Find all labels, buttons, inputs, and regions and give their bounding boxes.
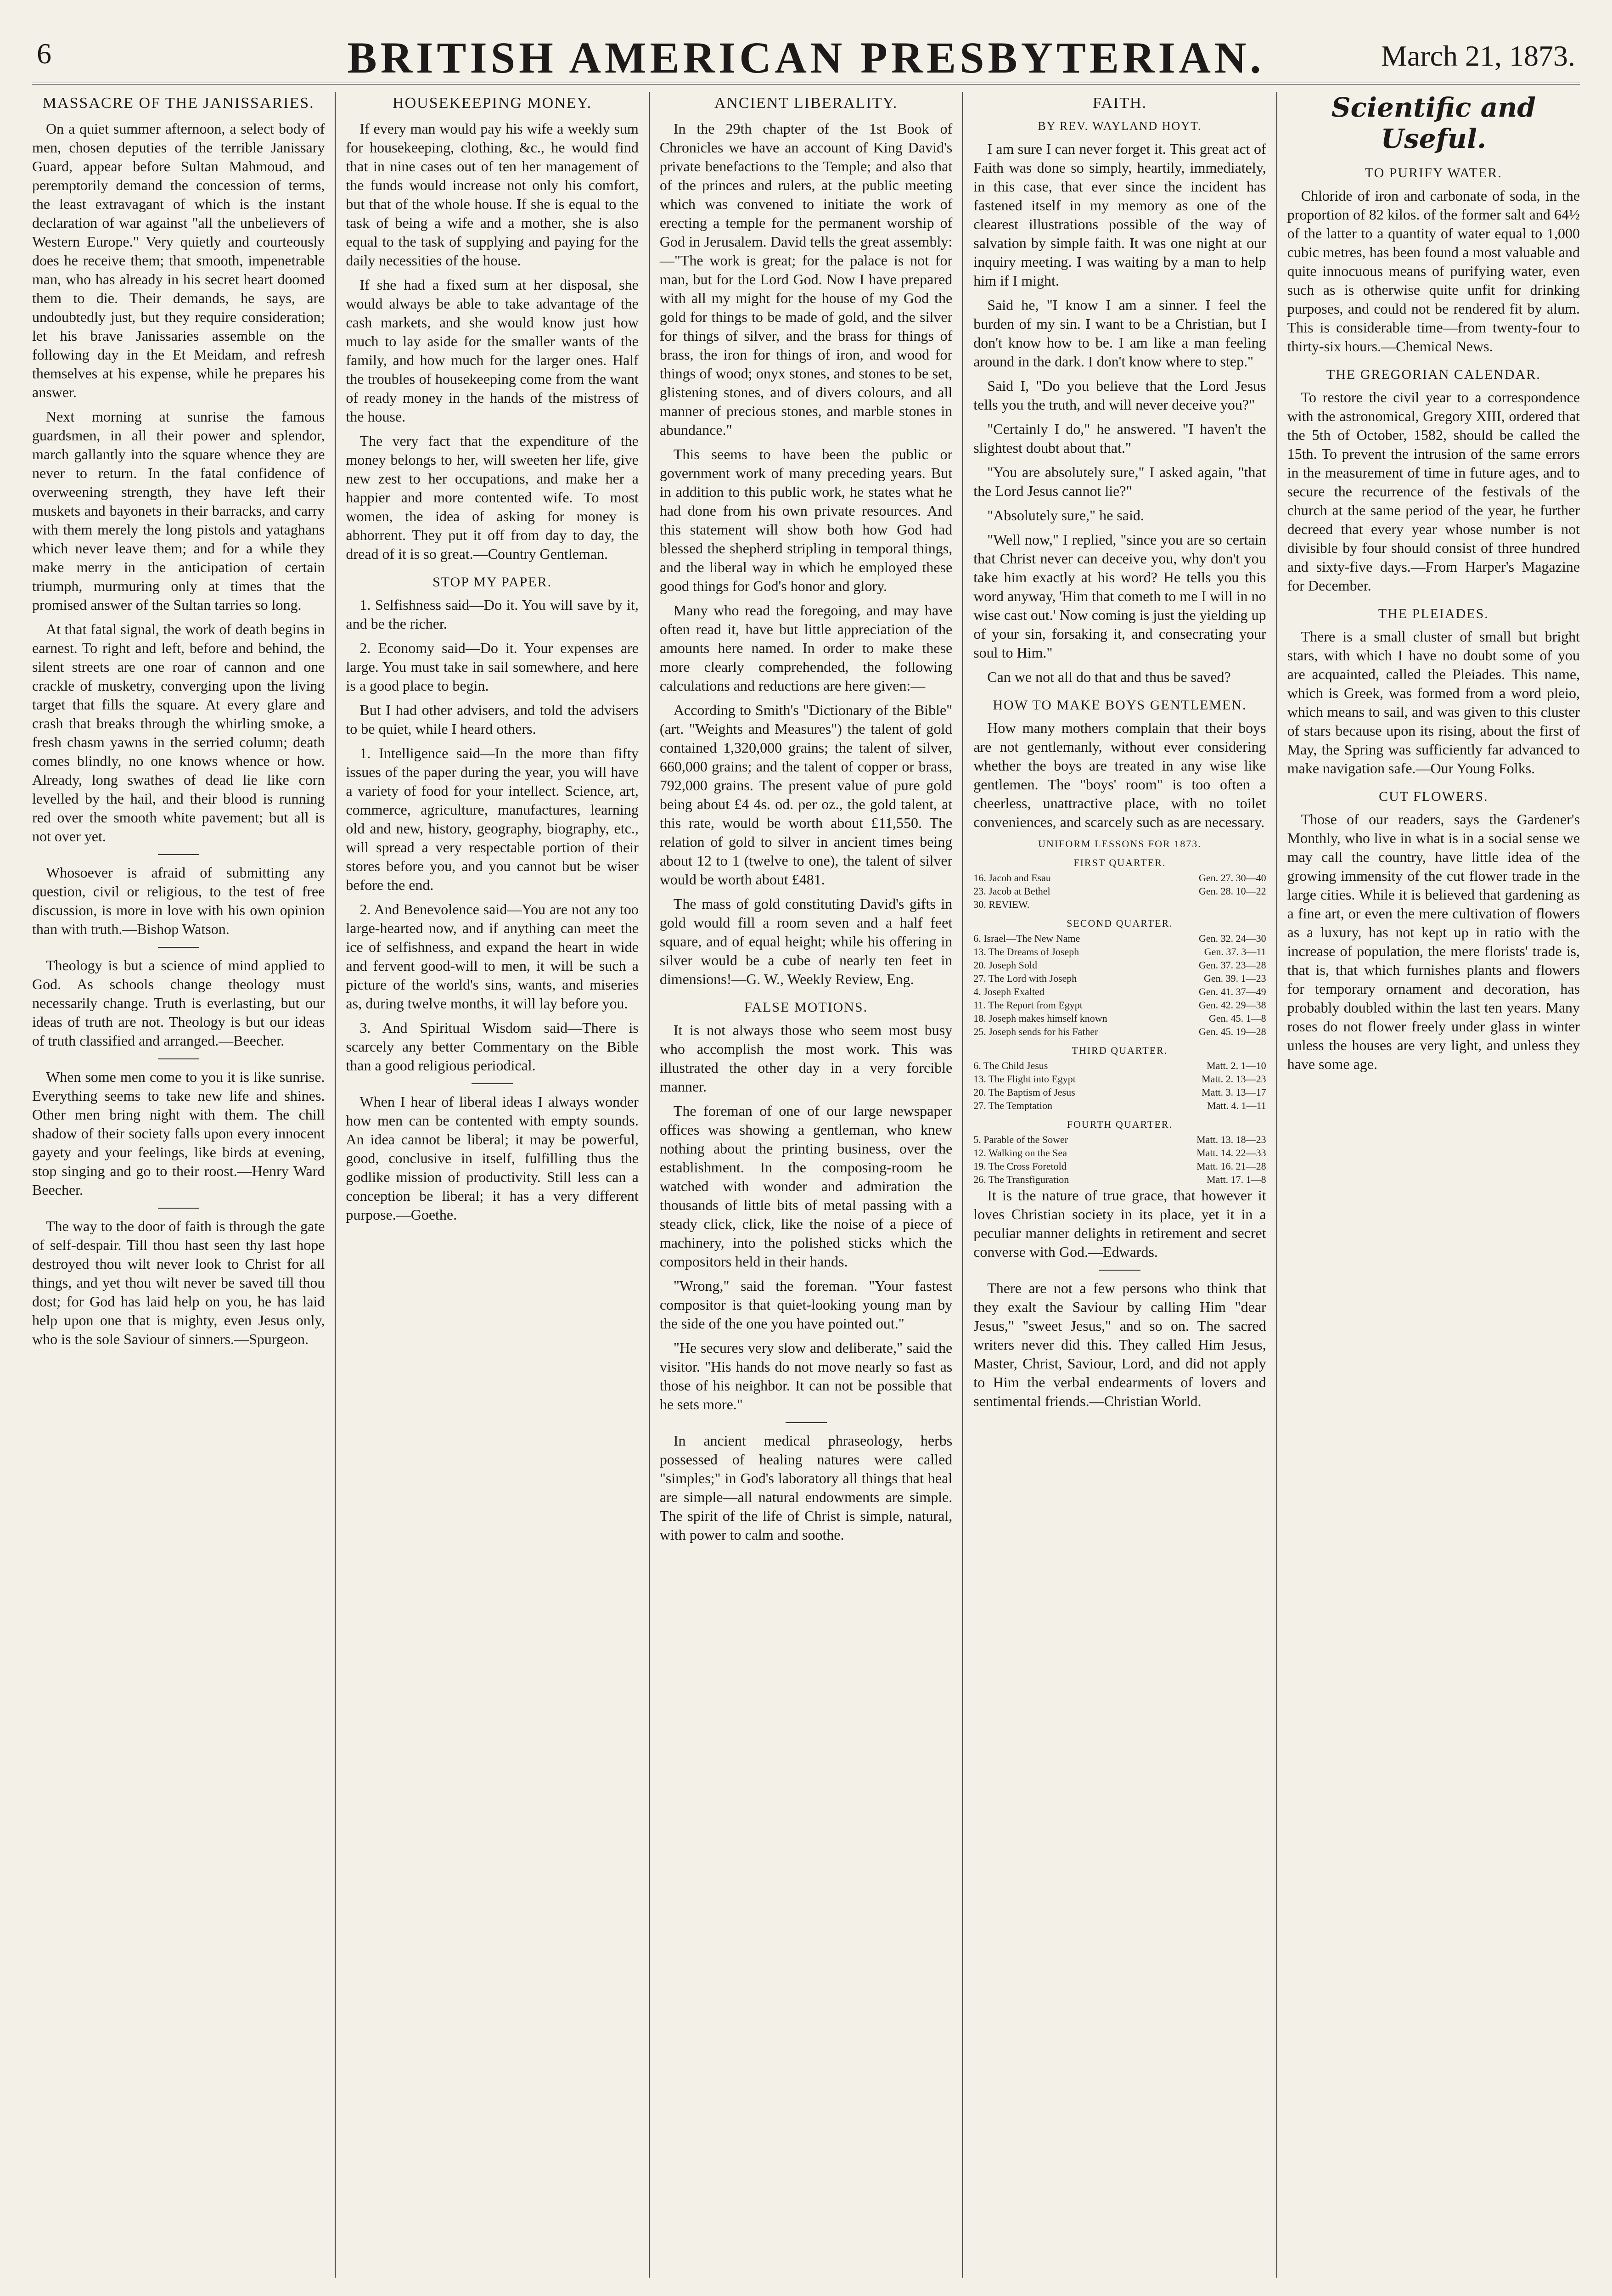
article-paragraph: 2. And Benevolence said—You are not any too large-hearted now, and if anything can meet the ice of selfishness, and expand the heart in wide and fervent good-will to men, it will be such a picture of the world's sins, wants, and miseries as, during twelve months, it will lay before you. [346, 901, 639, 1012]
article-paragraph: "You are absolutely sure," I asked again, "that the Lord Jesus cannot lie?" [973, 464, 1266, 499]
lesson-reference: Matt. 13. 18—23 [1196, 1134, 1266, 1145]
lessons-table [973, 837, 1266, 1186]
article-paragraph: 1. Selfishness said—Do it. You will save by it, and be the richer. [346, 597, 639, 632]
article-paragraph: Chloride of iron and carbonate of soda, in the proportion of 82 kilos. of the former salt and 64½ of the latter to a quantity of water equal to 1,000 cubic metres, has been found a most valuable and quite innocuous means of purifying water, even such as is otherwise quite unfit for drinking purposes, and could not be rendered fit by alum. This is considerable time—from twenty-four to thirty-six hours.—Chemical News. [1287, 187, 1580, 355]
article-paragraph: In the 29th chapter of the 1st Book of Chronicles we have an account of King David's private benefactions to the Temple; and also that of the princes and rulers, at the public meeting which was convened to initiate the work of erecting a temple for the permanent worship of God in Jerusalem. David tells the great assembly:—"The work is great; for the palace is not for man, but for the Lord God. Now I have prepared with all my might for the house of my God the gold for things to be made of gold, and the silver for things of silver, and the brass for things of brass, the iron for things of iron, and wood for things of wood; onyx stones, and stones to be set, glistening stones, and of divers colours, and all manner of precious stones, and marble stones in abundance." [659, 120, 953, 438]
article-paragraph: If every man would pay his wife a weekly sum for housekeeping, clothing, &c., he would find that in nine cases out of ten her management of the funds would increase not only his comfort, but that of the whole house. If she is equal to the task of being a wife and a mother, she is also equal to the task of supplying and paying for the daily necessities of the house. [346, 120, 639, 269]
issue-date: March 21, 1873. [1381, 39, 1575, 72]
article-paragraph: There is a small cluster of small but bright stars, with which I have no doubt some of you are acquainted, called the Pleiades. This name, which is Greek, was formed from a word pleio, which means to sail, and was given to this cluster of stars because upon its rising, about the first of May, the Spring was sufficiently far advanced to make navigation safe.—Our Young Folks. [1287, 628, 1580, 777]
lessons-heading: UNIFORM LESSONS FOR 1873. [1038, 838, 1202, 850]
lesson-row [973, 945, 1266, 958]
lesson-reference: Matt. 4. 1—11 [1207, 1100, 1266, 1111]
lesson-title: 4. Joseph Exalted [973, 986, 1045, 997]
lesson-title: 20. The Baptism of Jesus [973, 1086, 1075, 1098]
article-heading: FAITH. [1092, 95, 1147, 112]
article-paragraph: How many mothers complain that their boys are not gentlemanly, without ever considering whether the boys are treated in any wise like gentlemen. The "boys' room" is too often a cheerless, unattractive place, with no toilet conveniences, and scarcely such as are necessary. [973, 720, 1266, 830]
separator [158, 1058, 199, 1059]
article-heading: HOUSEKEEPING MONEY. [393, 95, 592, 112]
columns [32, 92, 1580, 2278]
article-heading: HOW TO MAKE BOYS GENTLEMEN. [993, 698, 1247, 713]
article-heading: THE PLEIADES. [1378, 606, 1489, 621]
lesson-title: 19. The Cross Foretold [973, 1160, 1067, 1172]
article-paragraph: "Certainly I do," he answered. "I haven't the slightest doubt about that." [973, 421, 1266, 456]
masthead-rule [32, 83, 1580, 84]
article-paragraph: "He secures very slow and deliberate," said the visitor. "His hands do not move nearly so fast as those of his neighbor. It can not be possible that he sets more." [659, 1339, 953, 1412]
article-paragraph: There are not a few persons who think that they exalt the Saviour by calling Him "dear Jesus," "sweet Jesus," and so on. The sacred writers never did this. They called Him Jesus, Master, Christ, Saviour, Lord, and did not apply to Him the verbal endearments of lovers and sentimental friends.—Christian World. [973, 1280, 1266, 1409]
column-4 [962, 92, 1276, 2278]
lesson-title: 6. Israel—The New Name [973, 933, 1080, 944]
article-paragraph: 3. And Spiritual Wisdom said—There is scarcely any better Commentary on the Bible than a good religious periodical. [346, 1019, 639, 1074]
lesson-title: 20. Joseph Sold [973, 959, 1037, 971]
article-paragraph: 2. Economy said—Do it. Your expenses are large. You must take in sail somewhere, and here is a good place to begin. [346, 640, 639, 694]
separator [472, 1083, 513, 1084]
lesson-row [973, 1072, 1266, 1086]
lesson-row [973, 958, 1266, 972]
article-heading: ANCIENT LIBERALITY. [714, 95, 898, 112]
article-paragraph: Can we not all do that and thus be saved? [987, 669, 1231, 685]
article-heading: STOP MY PAPER. [432, 574, 552, 590]
quote-paragraph: When some men come to you it is like sunrise. Everything seems to take new life and shines. Other men bring night with them. The chill shadow of their society falls upon every innocent gayety and your feelings, like birds at evening, stop singing and go to their roost.—Henry Ward Beecher. [32, 1069, 325, 1198]
lesson-reference: Gen. 28. 10—22 [1198, 885, 1266, 897]
lesson-title: 27. The Temptation [973, 1100, 1053, 1111]
article-paragraph: Said I, "Do you believe that the Lord Jesus tells you the truth, and will never deceive you?" [973, 377, 1266, 413]
lesson-reference: Matt. 2. 13—23 [1202, 1073, 1266, 1085]
article-paragraph: Those of our readers, says the Gardener's Monthly, who live in what is in a social sense we may call the country, have little idea of the growing immensity of the cut flower trade in the large cities. While it is believed that gardening as a fine art, or even the mere cultivation of flowers as a luxury, has not kept up in ratio with the increase of population, the mere florists' trade is, that is, that which furnishes plants and flowers for temporary ornament and decoration, has probably doubled within the last ten years. Many roses do not flower freely under glass in winter unless the houses are very light, and unless they have some age. [1287, 811, 1580, 1072]
lesson-row [973, 871, 1266, 884]
lesson-title: 6. The Child Jesus [973, 1060, 1048, 1071]
article-paragraph: Said he, "I know I am a sinner. I feel the burden of my sin. I want to be a Christian, but I don't know how to be. I am like a man feeling around in the dark. I don't know where to step." [973, 297, 1266, 370]
article-heading: TO PURIFY WATER. [1365, 165, 1502, 180]
lesson-row [973, 972, 1266, 985]
article-paragraph: I am sure I can never forget it. This great act of Faith was done so simply, heartily, immediately, in this case, that ever since the incident has fastened itself in my memory as one of the clearest illustrations possible of the way of salvation by simple faith. It was one night at our inquiry meeting. I was waiting by a man to help him if I might. [973, 141, 1266, 289]
article-paragraph: It is not always those who seem most busy who accomplish the most work. This was illustrated the other day in a very forcible manner. [659, 1022, 953, 1095]
lesson-reference: Matt. 14. 22—33 [1196, 1147, 1266, 1159]
separator [158, 854, 199, 855]
lesson-title: 11. The Report from Egypt [973, 999, 1083, 1011]
lesson-title: 23. Jacob at Bethel [973, 885, 1050, 897]
lesson-reference: Gen. 45. 19—28 [1198, 1026, 1266, 1037]
article-paragraph: But I had other advisers, and told the advisers to be quiet, while I heard others. [346, 702, 639, 737]
quote-paragraph: When I hear of liberal ideas I always wonder how men can be contented with empty sounds. An idea cannot be liberal; it may be powerful, good, conclusive in itself, fulfilling thus the godlike mission of productivity. Still less can a conception be liberal; it has a very different purpose.—Goethe. [346, 1093, 639, 1223]
separator [1099, 1270, 1140, 1271]
article-paragraph: "Well now," I replied, "since you are so certain that Christ never can deceive you, why don't you take him exactly at his word? He tells you this word anyway, 'Him that cometh to me I will in no wise cast out.' Now coming is just the yielding up of your sin, forsaking it, and consecrating your soul to Him." [973, 531, 1266, 661]
article-paragraph: According to Smith's "Dictionary of the Bible" (art. "Weights and Measures") the talent of gold contained 1,320,000 grains; the talent of silver, 660,000 grains; and the talent of copper or brass, 792,000 grains. The present value of pure gold being about £4 4s. od. per oz., the gold talent, at this rate, would be worth about £11,550. The relation of gold to silver in ancient times being about 12 to 1 (twelve to one), the talent of silver would be worth about £481. [659, 702, 953, 888]
lesson-title: 13. The Flight into Egypt [973, 1073, 1076, 1085]
article-paragraph: If she had a fixed sum at her disposal, she would always be able to take advantage of the cash markets, and she would know just how much to lay aside for the smaller wants of the family, and how much for the larger ones. Half the troubles of housekeeping come from the want of ready money in the hands of the mistress of the house. [346, 276, 639, 425]
column-5 [1276, 92, 1580, 2278]
separator [158, 947, 199, 948]
lesson-reference: Gen. 42. 29—38 [1198, 999, 1266, 1011]
article-paragraph: It is the nature of true grace, that however it loves Christian society in its place, yet it in a peculiar manner delights in retirement and secret converse with God.—Edwards. [973, 1187, 1266, 1260]
lesson-reference: Gen. 41. 37—49 [1198, 986, 1266, 997]
article-paragraph: Many who read the foregoing, and may have often read it, have but little appreciation of the amounts here named. In order to make these more clearly comprehended, the following calculations and reductions are here given:— [659, 602, 953, 694]
lesson-title: 12. Walking on the Sea [973, 1147, 1067, 1159]
lesson-row [973, 1133, 1266, 1146]
article-paragraph: This seems to have been the public or government work of many preceding years. But in addition to this public work, he states what he had done from his own private resources. And this statement will show both how God had blessed the shepherd stripling in temporal things, and the liberal way in which he employed these good things for God's honor and glory. [659, 446, 953, 594]
lesson-row [973, 932, 1266, 945]
lesson-title: 30. REVIEW. [973, 899, 1030, 910]
lesson-reference: Matt. 3. 13—17 [1202, 1086, 1266, 1098]
lesson-row [973, 1012, 1266, 1025]
lesson-reference: Gen. 39. 1—23 [1203, 973, 1266, 984]
lesson-reference: Gen. 27. 30—40 [1198, 872, 1266, 884]
article-paragraph: "Absolutely sure," he said. [987, 507, 1144, 523]
column-2 [335, 92, 648, 2278]
lesson-reference: Gen. 37. 3—11 [1204, 946, 1266, 957]
quote-paragraph: The way to the door of faith is through the gate of self-despair. Till thou hast seen thy last hope destroyed thou wilt never look to Christ for all things, and yet thou wilt never be saved till thou dost; for God has laid help on you, he has laid help upon one that is mighty, even Jesus only, who is the sole Saviour of sinners.—Spurgeon. [32, 1218, 325, 1347]
quote-paragraph: Whosoever is afraid of submitting any question, civil or religious, to the test of free discussion, is more in love with his own opinion than with truth.—Bishop Watson. [32, 864, 325, 937]
lesson-title: 5. Parable of the Sower [973, 1134, 1068, 1145]
lesson-row [973, 898, 1266, 911]
article-paragraph: Next morning at sunrise the famous guardsmen, in all their power and splendor, march gallantly into the square whence they are never to return. In the fatal confidence of overweening strength, they have left their muskets and bayonets in their barracks, and carry with them merely the long pistols and yataghans which never leave them; and for a while they make merry in the anticipation of certain triumph, murmuring only at times that the promised answer of the Sultan tarries so long. [32, 408, 325, 613]
article-heading: MASSACRE OF THE JANISSARIES. [42, 95, 315, 112]
lesson-row [973, 985, 1266, 998]
column-1 [32, 92, 335, 2278]
article-heading: CUT FLOWERS. [1379, 789, 1488, 804]
lesson-reference: Gen. 45. 1—8 [1208, 1013, 1266, 1024]
lesson-row [973, 884, 1266, 898]
lesson-reference: Matt. 16. 21—28 [1196, 1160, 1266, 1172]
article-paragraph: The very fact that the expenditure of the money belongs to her, will sweeten her life, give new zest to her occupations, and make her a happier and more contented wife. To most women, the idea of asking for money is abhorrent. They put it off from day to day, the dread of it is so great.—Country Gentleman. [346, 433, 639, 562]
newspaper-title: BRITISH AMERICAN PRESBYTERIAN. [347, 33, 1265, 82]
quote-paragraph: In ancient medical phraseology, herbs possessed of healing natures were called "simples;" in God's laboratory all things that heal are simple—all natural endowments are simple. The spirit of the life of Christ is simple, natural, with power to calm and soothe. [659, 1432, 953, 1543]
lesson-reference: Gen. 37. 23—28 [1198, 959, 1266, 971]
lesson-row [973, 1086, 1266, 1099]
lesson-row [973, 1146, 1266, 1159]
quote-paragraph: Theology is but a science of mind applied to God. As schools change theology must necessarily change. Truth is everlasting, but our ideas of truth are not. Theology is but our ideas of truth classified and arranged.—Beecher. [32, 957, 325, 1049]
lesson-reference: Matt. 17. 1—8 [1207, 1174, 1266, 1185]
lesson-title: 27. The Lord with Joseph [973, 973, 1077, 984]
lesson-title: 25. Joseph sends for his Father [973, 1026, 1098, 1037]
column-3 [649, 92, 962, 2278]
lesson-row [973, 1159, 1266, 1173]
separator [158, 1208, 199, 1209]
lesson-row [973, 1173, 1266, 1186]
lesson-row [973, 1099, 1266, 1112]
quarter-label: FIRST QUARTER. [1073, 857, 1166, 868]
article-paragraph: To restore the civil year to a correspondence with the astronomical, Gregory XIII, ordered that the 5th of October, 1582, should be called the 15th. To prevent the intrusion of the same errors in the measurement of time in future ages, and to secure the recurrence of the festivals of the church at the same period of the year, he further decreed that every year whose number is not divisible by four should consist of three hundred and sixty-five days.—From Harper's Magazine for December. [1287, 389, 1580, 594]
article-paragraph: 1. Intelligence said—In the more than fifty issues of the paper during the year, you will have a variety of food for your intellect. Science, art, commerce, agriculture, manufactures, learning old and new, history, geography, biography, etc., will spread a very respectable portion of their stores before you, and you cannot but be wiser before the end. [346, 745, 639, 893]
lesson-title: 26. The Transfiguration [973, 1174, 1069, 1185]
masthead [32, 18, 1580, 87]
lesson-title: 13. The Dreams of Joseph [973, 946, 1079, 957]
lesson-reference: Gen. 32. 24—30 [1198, 933, 1266, 944]
article-heading: FALSE MOTIONS. [744, 1000, 868, 1015]
article-heading: THE GREGORIAN CALENDAR. [1326, 367, 1541, 382]
article-paragraph: On a quiet summer afternoon, a select body of men, chosen deputies of the terrible Janissary Guard, appear before Sultan Mahmoud, and peremptorily demand the concession of terms, the least extravagant of which is the instant declaration of war against "all the unbelievers of Western Europe." Very quietly and courteously does he receive them; that smooth, impenetrable man, who has already in his secret heart doomed them to die. Their demands, he says, are undoubtedly just, but they require consideration; let his brave Janissaries assemble on the following day in the Et Meidam, and refresh themselves at his expense, while he prepares his answer. [32, 120, 325, 400]
page-number: 6 [37, 37, 51, 70]
article-paragraph: "Wrong," said the foreman. "Your fastest compositor is that quiet-looking young man by the side of the one you have pointed out." [659, 1277, 953, 1332]
quarter-label: THIRD QUARTER. [1072, 1045, 1168, 1056]
lesson-reference: Matt. 2. 1—10 [1207, 1060, 1266, 1071]
lesson-row [973, 998, 1266, 1012]
lesson-title: 16. Jacob and Esau [973, 872, 1051, 884]
article-paragraph: At that fatal signal, the work of death begins in earnest. To right and left, before and behind, the silent streets are one roar of cannon and one crackle of musketry, converging upon the living target that fills the square. At every glare and crash that breaks through the whirling smoke, a fresh chasm yawns in the serried column; death comes blindly, no one knows whence or how. Already, long swathes of dead lie like corn levelled by the hail, and their blood is running red over the smooth white pavement; but all is not over yet. [32, 621, 325, 844]
article-paragraph: The mass of gold constituting David's gifts in gold would fill a room seven and a half feet square, and of equal height; while his offering in silver would be a cube of nearly ten feet in dimensions!—G. W., Weekly Review, Eng. [659, 895, 953, 987]
article-byline: BY REV. WAYLAND HOYT. [1038, 119, 1202, 133]
lesson-row [973, 1025, 1266, 1038]
quarter-label: SECOND QUARTER. [1067, 917, 1173, 929]
quarter-label: FOURTH QUARTER. [1067, 1119, 1173, 1130]
section-heading: Scientific and Useful. [1331, 92, 1536, 154]
article-paragraph: The foreman of one of our large newspaper offices was showing a gentleman, who knew nothing about the printing business, over the establishment. In the composing-room he watched with wonder and admiration the thousands of little bits of metal passing with a steady click, click, like the noise of a piece of machinery, into the polished sticks which the compositors held in their hands. [659, 1103, 953, 1270]
lesson-title: 18. Joseph makes himself known [973, 1013, 1107, 1024]
separator [786, 1422, 827, 1423]
lesson-row [973, 1059, 1266, 1072]
